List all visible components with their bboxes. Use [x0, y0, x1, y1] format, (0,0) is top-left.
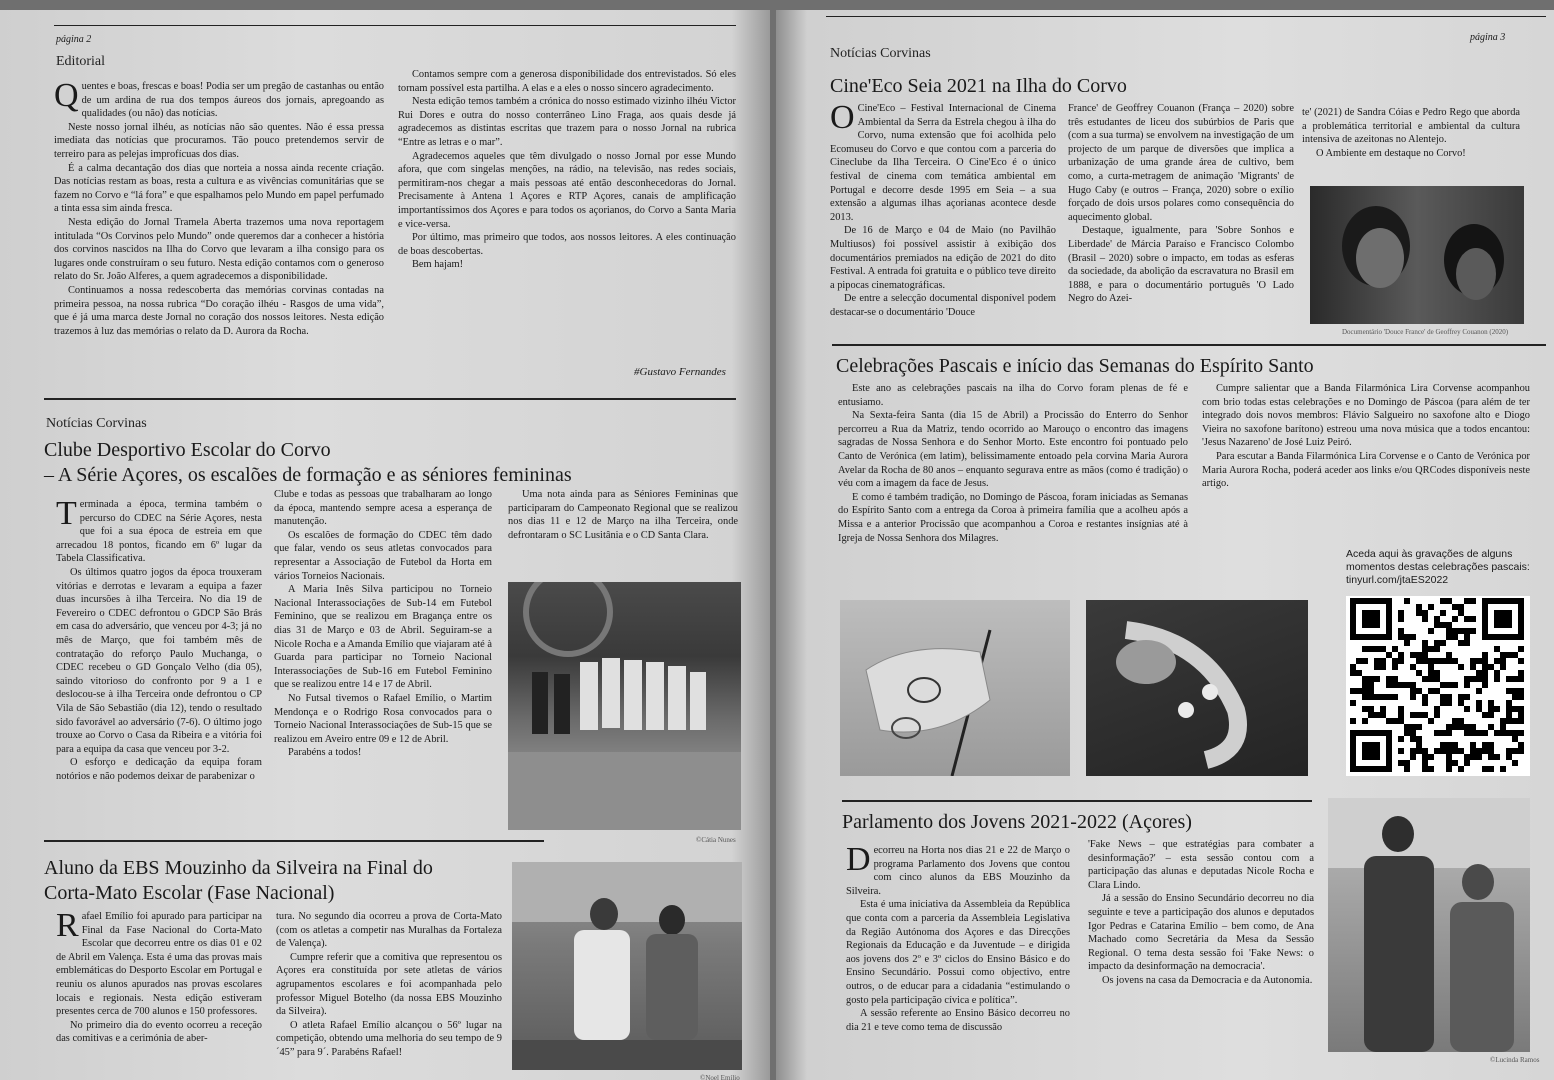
page-number: página 2 [56, 34, 92, 45]
qr-code-icon[interactable] [1346, 596, 1530, 776]
page-number: página 3 [1470, 32, 1506, 43]
cdec-col-2: Clube e todas as pessoas que trabalharam ao longo da época, mantendo sempre acesa a esperança de manutenção. Os escalões de formação do CDEC têm dado que falar, vendo os seus atletas convocados para representar a Associação de Futebol da Horta em vários Torneios Nacionais. A Maria Inês Silva participou no Torneio Nacional Interassociações de Sub-14 em Futebol Feminino, que se realizou em Bragança entre os dias 31 de Março e 03 de Abril. Seguiram-se a Nicole Rocha e a Amanda Emílio que viajaram até à Guarda para participar no Torneio Nacional Interassociações de Sub-16 em Futebol Feminino que se realizou entre 14 e 17 de Abril. No Futsal tivemos o Rafael Emílio, o Martim Mendonça e o Rodrigo Rosa convocados para o Torneio Nacional Interassociações de Sub-15 que se realizou em Aveiro entre 09 e 12 de Abril. Parabéns a todos! [274, 489, 492, 759]
cineeco-col-2: France' de Geoffrey Couanon (França – 2020) sobre três estudantes de liceu dos subúrbios de Paris que (com a sua turma) se envolvem na investigação de um projecto de um parque de diversões que implica a urbanização de uma grande área de cultivo, bem como, a curta-metragem de animação 'Migrants' de Hugo Caby (e outros – França, 2020) sobre o exílio forçado de dois ursos polares como consequência do aquecimento global. Destaque, igualmente, para 'Sobre Sonhos e Liberdade' de Márcia Paraíso e Francisco Colombo (Brasil – 2020) sobre o impacto, em todas as esferas da sociedade, da abolição da escravatura no Brasil em 1888, e para o documentário português 'O Lado Negro do Azei- [1068, 103, 1294, 305]
editorial-col-2: Contamos sempre com a generosa disponibilidade dos entrevistados. Só eles tornam possível esta partilha. A elas e a eles o nosso sincero agradecimento. Nesta edição temos também a crónica do nosso estimado vizinho ilhéu Victor Rui Dores e outra do nosso conterrâneo Lino Fraga, aos quais desde já agradecemos as distintas escritas que trazem para o nosso Jornal na rubrica “Entre as letras e o mar”. Agradecemos aqueles que têm divulgado o nosso Jornal por esse Mundo afora, que com singelas menções, na rádio, na televisão, nas redes sociais, permitiram-nos chegar a mais pessoas até então desconhecedoras do Jornal. Precisamente à Antena 1 Açores e RTP Açores, canais de amplificação importantíssimos dos Açores e para todos os açorianos, do Corvo a Santa Maria e vice-versa. Por último, mas primeiro que todos, aos nossos leitores. A eles continuação de boas descobertas. Bem hajam! [398, 69, 736, 271]
parlamento-col-1: D ecorreu na Horta nos dias 21 e 22 de Março o programa Parlamento dos Jovens que contou com cinco alunos da EBS Mouzinho da Silveira. Esta é uma iniciativa da Assembleia da República que conta com a parceria da Assembleia Legislativa da Região Autónoma dos Açores e das Direcções Regionais da Educação e da Juventude – e dirigida aos jovens dos 2º e 3º ciclos do Ensino Básico e do Ensino Secundário. Possui como objectivo, entre outros, o de educar para a cidadania “estimulando o gosto pela participação cívica e política”. A sessão referente ao Ensino Básico decorreu no dia 21 e teve como tema de discussão [846, 841, 1070, 1033]
cineeco-col-1: O Cine'Eco – Festival Internacional de Cinema Ambiental da Serra da Estrela chegou à ilha do Corvo, numa extensão que foi acolhida pelo Ecomuseu do Corvo e que contou com a parceria do Cineclube da Ilha Terceira. O Cine'Eco é o único festival de cinema com temática ambiental em Portugal e decorre desde 1995 em Seia – a sua extensão a algumas ilhas açorianas acontece desde 2013. De 16 de Março e 04 de Maio (no Pavilhão Multiusos) foi possível assistir à exibição dos documentários premiados na edição de 2021 do dito Festival. A entrada foi gratuita e o público teve direito a pipocas cinematográficas. De entre a selecção documental disponível podem destacar-se o documentário 'Douce [830, 99, 1056, 318]
cdec-col-1: T erminada a época, termina também o percurso do CDEC na Série Açores, nesta que foi a sua época de estreia em que arrecadou 18 pontos, ficando em 6º lugar da Tabela Classificativa. Os últimos quatro jogos da época trouxeram vitórias e derrotas e levaram a equipa a fazer duas incursões à ilha Terceira. No dia 19 de Fevereiro o CDEC defrontou o GDCP São Brás em casa do adversário, que venceu por 4-3; já no mês de Março, que foi também mês de contratação do reforço Paulo Muchanga, o CDEC recebeu o GD Gonçalo Velho (dia 05), saindo vitorioso do confronto por 9 a 1 e deslocou-se à ilha Terceira onde defrontou o CP Vila de São Sebastião (dia 12), tendo o resultado sido favorável ao adversário (7-6). O último jogo trouxe ao Corvo o Casa da Ribeira e a vitória foi para a equipa da casa que venceu por 3-2. O esforço e dedicação da equipa foram notórios e não podemos deixar de parabenizar o [56, 495, 262, 782]
ebs-col-1: R afael Emílio foi apurado para participar na Final da Fase Nacional do Corta-Mato Escolar que decorreu entre os dias 01 e 02 de Abril em Valença. Esta é uma das provas mais emblemáticas do Desporto Escolar em Portugal e reuniu os alunos apurados nas provas escolares locais e regionais. Nesta edição estiveram presentes cerca de 700 alunos e 150 professores. No primeiro dia do evento ocorreu a receção das comitivas e a cerimónia de aber- [56, 907, 262, 1045]
article-title-cdec: Clube Desportivo Escolar do Corvo – A Série Açores, os escalões de formação e as séniores femininas [44, 439, 572, 486]
pascais-col-1: Este ano as celebrações pascais na ilha do Corvo foram plenas de fé e entusiamo. Na Sexta-feira Santa (dia 15 de Abril) a Procissão do Enterro do Senhor percorreu a Rua da Matriz, tendo ocorrido ao Marouço o encontro das imagens sagradas de Nossa Senhora e do Senhor Morto. Este encontro foi pontuado pelo Canto de Verónica (em latim), belissimamente entoado pela corvina Maria Aurora Avelar da Rocha de 80 anos – enquanto segurava entre as mãos (como é tradição) o véu com a imagem da face de Jesus. E como é também tradição, no Domingo de Páscoa, foram iniciadas as Semanas do Espírito Santo com a entrega da Coroa à primeira família que a acolheu após a Missa e a anterior Procissão que acompanhou a Coroa e restantes insígnias até à Igreja de Nossa Senhora dos Milagres. [838, 383, 1188, 544]
pascais-col-2: Cumpre salientar que a Banda Filarmónica Lira Corvense acompanhou com brio todas estas celebrações e no Domingo de Páscoa (para além de ter integrado dois novos membros: Flávio Salgueiro no saxofone alto e Diogo Vieira no saxofone barítono) estreou uma nova música que a todos encantou: 'Jesus Nazareno' de José Luiz Peiró. Para escutar a Banda Filarmónica Lira Corvense e o Canto de Verónica por Maria Aurora Rocha, poderá aceder aos links e/ou QRCodes disponíveis neste artigo. [1202, 383, 1530, 490]
photo-credit-ebs: ©Noel Emílio [700, 1074, 740, 1080]
section-kicker-cdec: Notícias Corvinas [46, 416, 147, 431]
parlamento-col-2: 'Fake News – que estratégias para combater a desinformação?' – esta sessão contou com a participação das alunas e deputadas Nicole Rocha e Clara Lindo. Já a sessão do Ensino Secundário decorreu no dia seguinte e teve a participação dos alunos e deputados Igor Pedras e Catarina Emílio – bem como, de Ana Machado como Secretária da Mesa da Sessão Regional. O tema desta sessão foi 'Fake News: o impacto da desinformação na democracia'. Os jovens na casa da Democracia e da Autonomia. [1088, 839, 1314, 986]
photo-corta-mato [512, 862, 742, 1070]
qr-text: Aceda aqui às gravações de alguns momentos destas celebrações pascais: tinyurl.com/jtaES2022 [1346, 548, 1536, 587]
cineeco-col-3: te' (2021) de Sandra Cóias e Pedro Rego que aborda a problemática territorial e ambiental da cultura intensiva de azeitonas no Alentejo. O Ambiente em destaque no Corvo! [1302, 107, 1520, 159]
ebs-col-2: tura. No segundo dia ocorreu a prova de Corta-Mato (com os atletas a competir nas Muralhas da Fortaleza de Valença). Cumpre referir que a comitiva que representou os Açores era constituída por sete atletas de vários agrupamentos escolares e foi acompanhada pelo professor Miguel Botelho (da nossa EBS Mouzinho da Silveira). O atleta Rafael Emílio alcançou o 56º lugar na competição, obtendo uma melhoria do seu tempo de 9´45” para 9´. Parabéns Rafael! [276, 911, 502, 1058]
article-title-parlamento: Parlamento dos Jovens 2021-2022 (Açores) [842, 811, 1192, 833]
editorial-col-1: Q uentes e boas, frescas e boas! Podia ser um pregão de castanhas ou então de um ardina de rua dos tempos áureos dos jornais, apregoando as qualidades (ou não) das notícias. Neste nosso jornal ilhéu, as notícias não são quentes. Não é essa pressa imediata das notícias que procuramos. Tão pouco pretendemos servir de terreiro para as pelejas improfícuas dos dias. É a calma decantação dos dias que norteia a nossa ainda recente criação. Das notícias restam as boas, resta a cultura e as vivências comunitárias que se fazem no Corvo e “lá fora” e que espalhamos pelo Mundo em papel perfumado a tinta essa sim ainda fresca. Nesta edição do Jornal Tramela Aberta trazemos uma nova reportagem intitulada “Os Corvinos pelo Mundo” onde queremos dar a conhecer a história dos corvinos nascidos na Ilha do Corvo que levaram a ilha consigo para os lugares onde construíram o seu futuro. Nesta edição contamos com o generoso relato do Sr. João Alferes, a quem agradecemos a disponibilidade. Continuamos a nossa redescoberta das memórias corvinas contadas na primeira pessoa, na nossa rubrica “Do coração ilhéu - Rasgos de uma vida”, que é já uma marca deste Jornal no coração dos nossos leitores. Nesta edição trazemos à luz das memórias o relato da D. Aurora da Rocha. [54, 77, 384, 337]
section-kicker-cineeco: Notícias Corvinas [830, 46, 931, 61]
article-title-cineeco: Cine'Eco Seia 2021 na Ilha do Corvo [830, 75, 1127, 97]
editorial-signature: #Gustavo Fernandes [634, 366, 726, 378]
article-title-pascais: Celebrações Pascais e início das Semanas do Espírito Santo [836, 355, 1314, 377]
qr-link[interactable]: tinyurl.com/jtaES2022 [1346, 574, 1449, 586]
photo-credit-cdec: ©Cátia Nunes [696, 836, 736, 844]
page-right [776, 10, 1554, 1080]
page-left [0, 10, 770, 1080]
article-title-ebs: Aluno da EBS Mouzinho da Silveira na Final do Corta-Mato Escolar (Fase Nacional) [44, 857, 433, 904]
photo-caption-cineeco: Documentário 'Douce France' de Geoffrey Couanon (2020) [1342, 328, 1509, 336]
dropcap: Q [54, 77, 79, 114]
photo-saxophone [1086, 600, 1308, 776]
photo-espirito-santo-flag [840, 600, 1070, 776]
photo-credit-parlamento: ©Lucinda Ramos [1490, 1056, 1540, 1064]
photo-douce-france [1310, 186, 1524, 324]
photo-parlamento-jovens [1328, 798, 1530, 1052]
section-kicker-editorial: Editorial [56, 54, 105, 69]
photo-futsal-team [508, 582, 741, 830]
cdec-col-3: Uma nota ainda para as Séniores Femininas que participaram do Campeonato Regional que se realizou nos dias 11 e 12 de Março na ilha Terceira, onde defrontaram o SC Lusitânia e o CD Santa Clara. [508, 489, 738, 541]
